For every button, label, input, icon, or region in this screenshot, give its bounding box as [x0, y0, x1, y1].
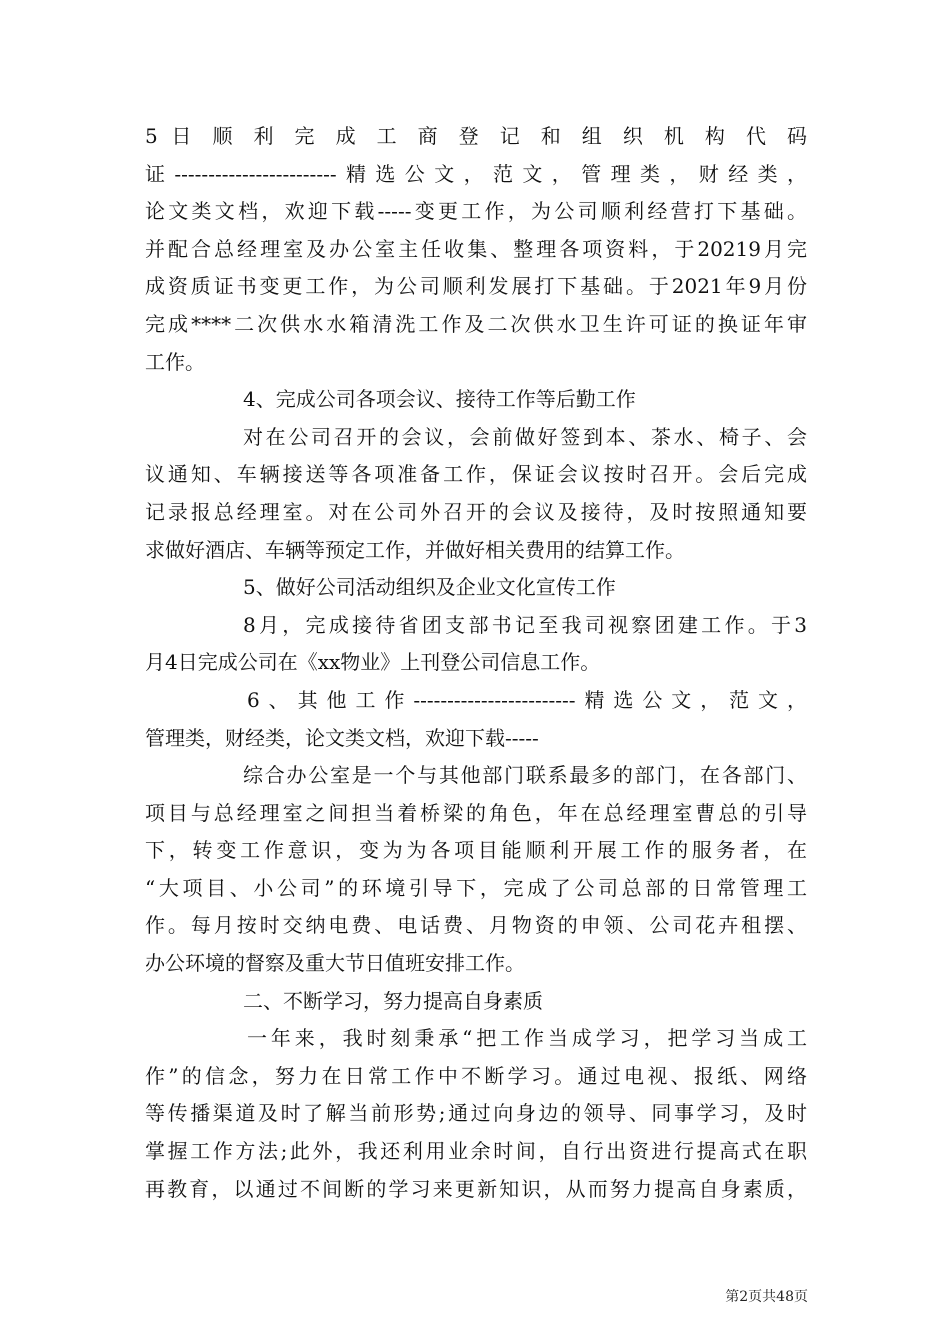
text-line: 证------------------------精选公文，范文，管理类，财经类， [145, 161, 807, 186]
text-line: 议通知、车辆接送等各项准备工作，保证会议按时召开。会后完成 [145, 462, 807, 487]
text-line: 管理类，财经类，论文类文档，欢迎下载----- [145, 725, 539, 750]
section-heading: 4、完成公司各项会议、接待工作等后勤工作 [243, 387, 636, 412]
page-number: 第2页共48页 [725, 1289, 808, 1305]
text-line: 作”的信念，努力在日常工作中不断学习。通过电视、报纸、网络 [145, 1063, 807, 1088]
section-heading: 二、不断学习，努力提高自身素质 [243, 988, 543, 1013]
text-line: 成资质证书变更工作，为公司顺利发展打下基础。于2021年9月份 [145, 274, 807, 299]
text-line: 8月，完成接待省团支部书记至我司视察团建工作。于3 [243, 612, 807, 637]
text-line: 一年来，我时刻秉承“把工作当成学习，把学习当成工 [247, 1026, 807, 1051]
text-line: 完成****二次供水水箱清洗工作及二次供水卫生许可证的换证年审 [145, 311, 807, 336]
text-line: 对在公司召开的会议，会前做好签到本、茶水、椅子、会 [243, 424, 807, 449]
text-line: 论文类文档，欢迎下载-----变更工作，为公司顺利经营打下基础。 [145, 199, 807, 224]
text-line: 再教育，以通过不间断的学习来更新知识，从而努力提高自身素质， [145, 1176, 807, 1201]
text-line: 办公环境的督察及重大节日值班安排工作。 [145, 951, 525, 976]
text-line: 工作。 [145, 349, 205, 374]
text-line: 月4日完成公司在《xx物业》上刊登公司信息工作。 [145, 650, 601, 675]
text-line: 作。每月按时交纳电费、电话费、月物资的申领、公司花卉租摆、 [145, 913, 807, 938]
text-line: 综合办公室是一个与其他部门联系最多的部门，在各部门、 [243, 763, 807, 788]
document-body [145, 118, 807, 1208]
text-line: 掌握工作方法;此外，我还利用业余时间，自行出资进行提高式在职 [145, 1139, 807, 1164]
section-heading: 6、其他工作------------------------精选公文，范文， [247, 687, 807, 712]
text-line: 下，转变工作意识，变为为各项目能顺利开展工作的服务者，在 [145, 838, 807, 863]
text-line: 项目与总经理室之间担当着桥梁的角色，年在总经理室曹总的引导 [145, 800, 807, 825]
text-line: 并配合总经理室及办公室主任收集、整理各项资料，于20219月完 [145, 236, 807, 261]
text-line: 求做好酒店、车辆等预定工作，并做好相关费用的结算工作。 [145, 537, 685, 562]
text-line: 记录报总经理室。对在公司外召开的会议及接待，及时按照通知要 [145, 499, 807, 524]
text-line: 5 日 顺 利 完 成 工 商 登 记 和 组 织 机 构 代 码 [145, 124, 807, 148]
text-line: “大项目、小公司”的环境引导下，完成了公司总部的日常管理工 [145, 875, 807, 900]
section-heading: 5、做好公司活动组织及企业文化宣传工作 [243, 575, 616, 600]
text-line: 等传播渠道及时了解当前形势;通过向身边的领导、同事学习，及时 [145, 1101, 807, 1126]
